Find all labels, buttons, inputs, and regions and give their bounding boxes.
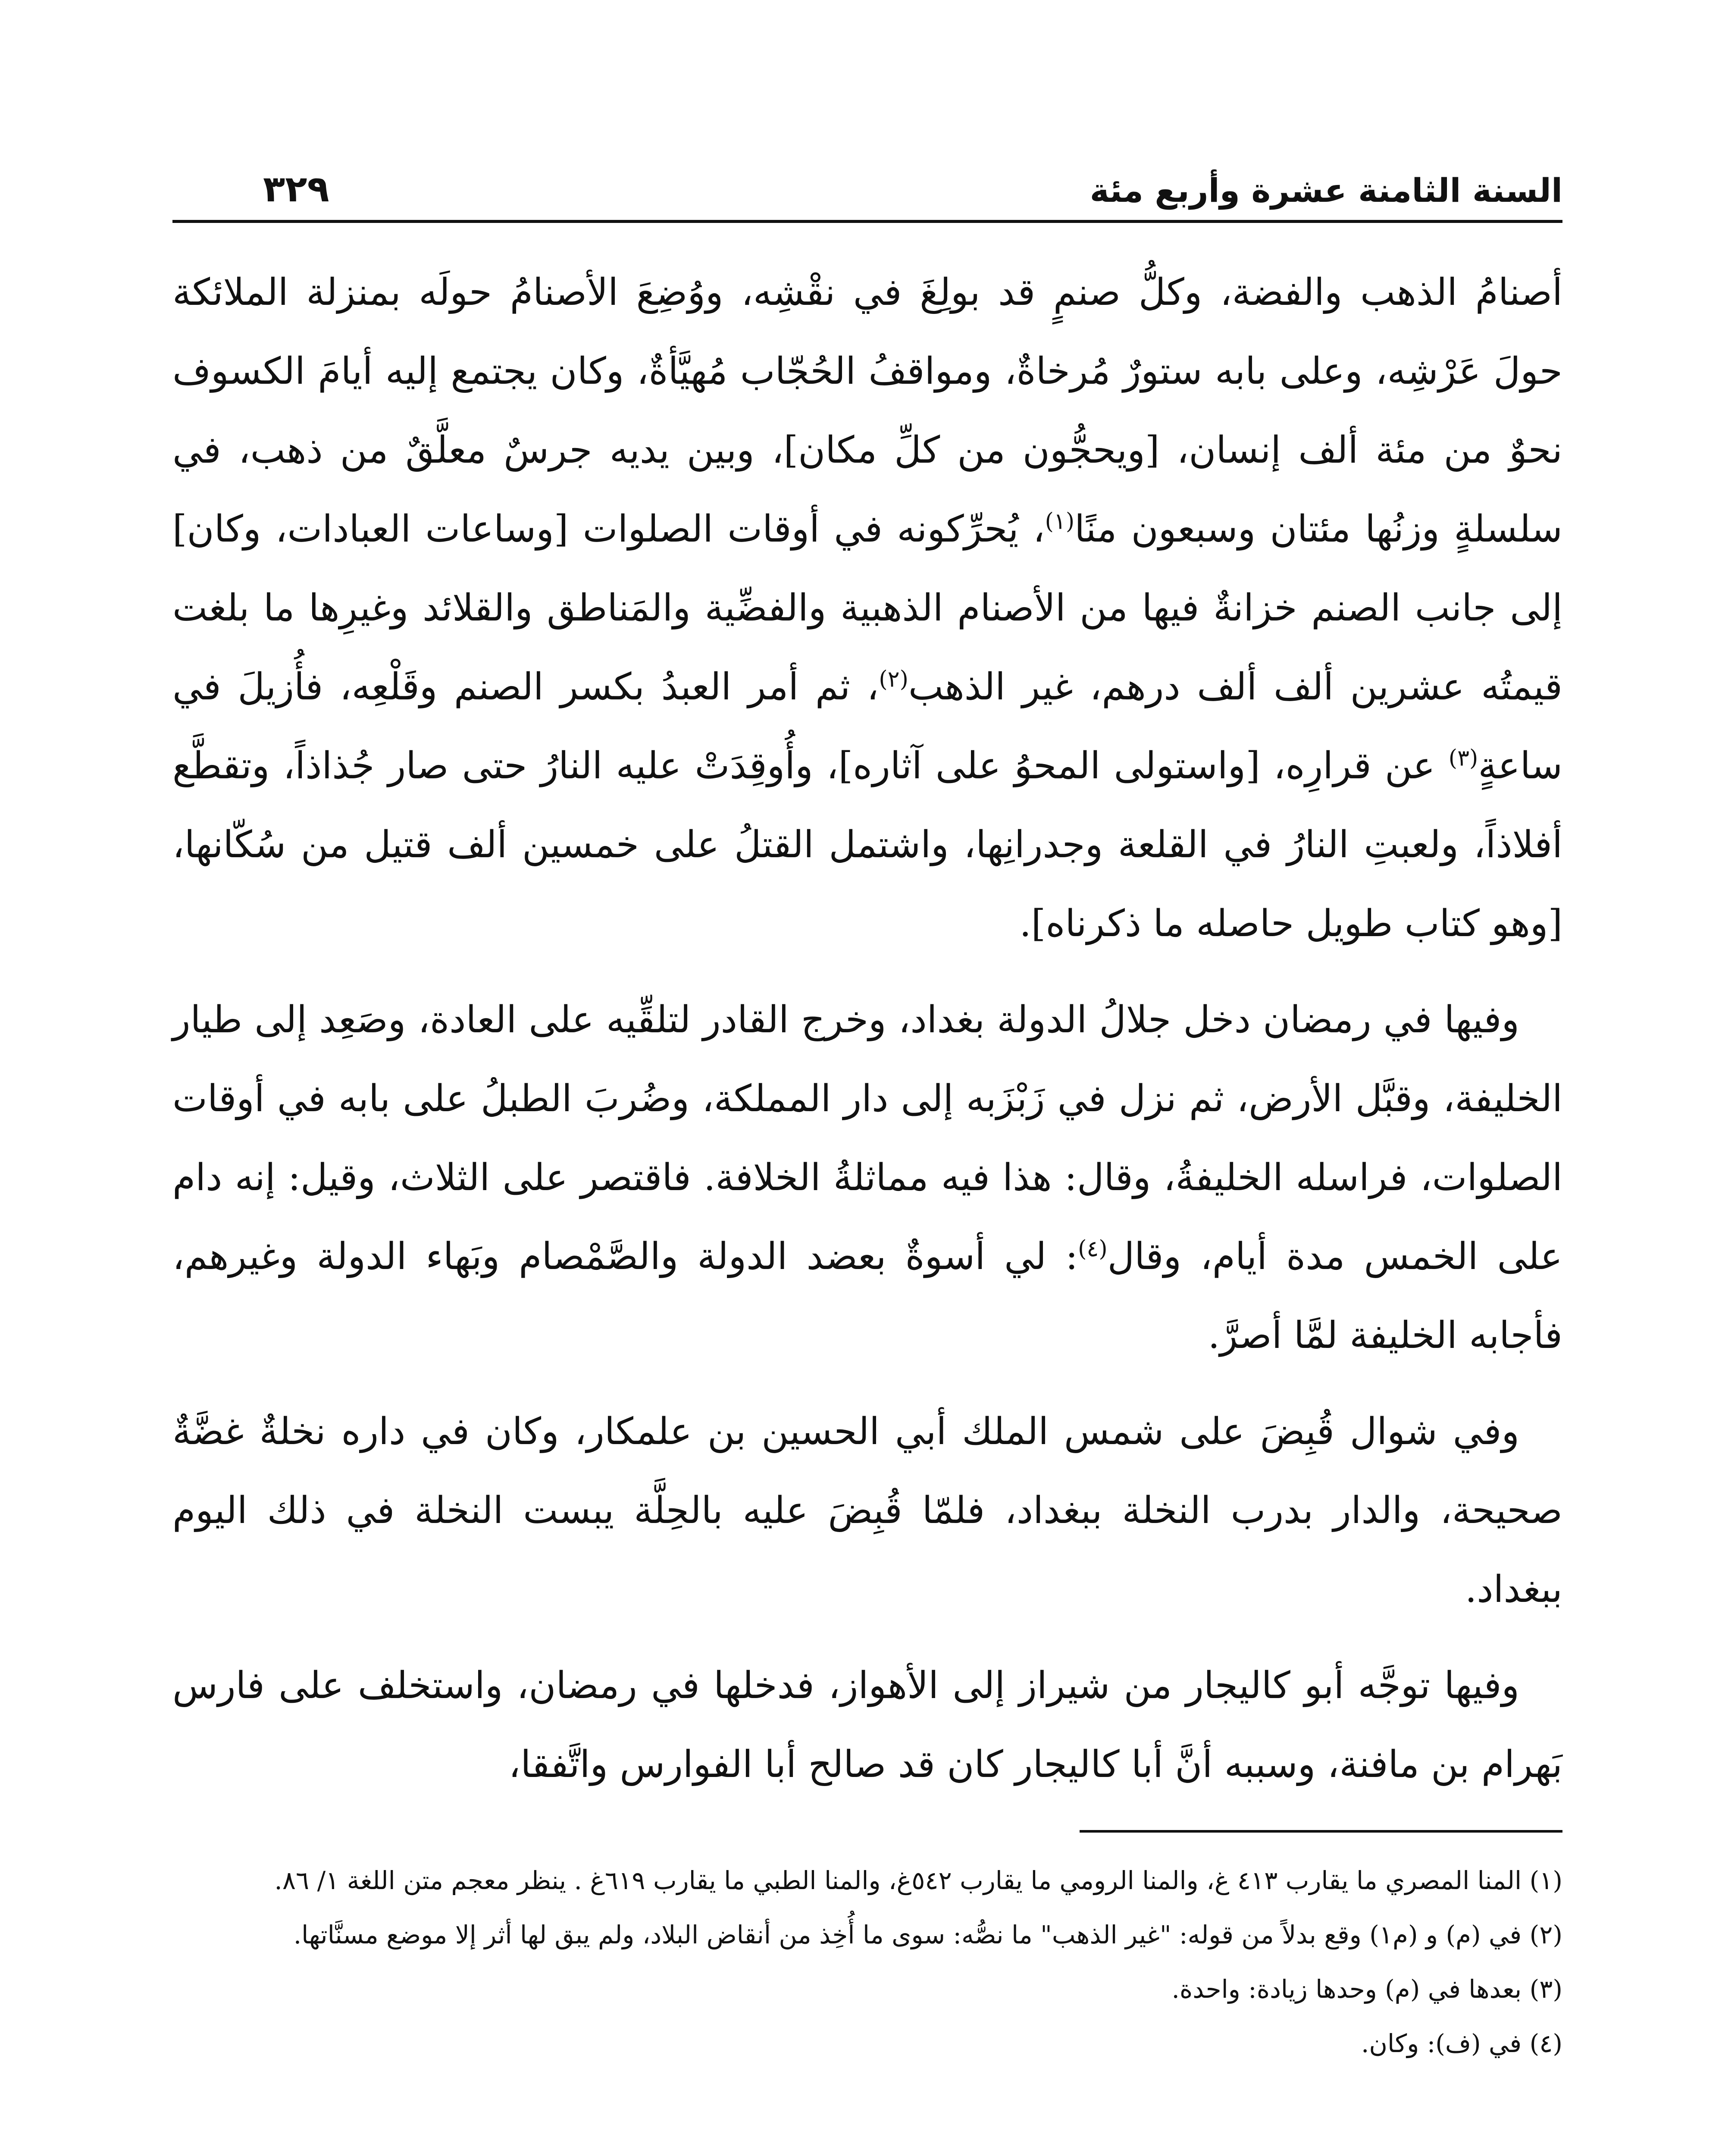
footnote-number: (٤) (1529, 2029, 1562, 2058)
footnote-number: (٢) (1529, 1920, 1562, 1949)
paragraph-1 (172, 253, 1562, 963)
paragraph-3 (172, 1392, 1562, 1629)
paragraph-text: ، ثم أمر العبدُ بكسر الصنم وقَلْعِه، فأُزيلَ في ساعةٍ (172, 665, 1562, 787)
paragraph-text: أصنامُ الذهب والفضة، وكلُّ صنمٍ قد بولِغَ في نقْشِه، ووُضِعَ الأصنامُ حولَه بمنزلة الملائكة حولَ عَرْشِه، وعلى بابه ستورٌ مُرخاةٌ، ومواقفُ الحُجّاب مُهيَّأةٌ، وكان يجتمع إليه أيامَ الكسوف نحوٌ من مئة ألف إنسان، [ويحجُّون من كلِّ مكان]، وبين يديه جرسٌ معلَّقٌ من ذهب، في سلسلةٍ وزنُها مئتان وسبعون منًا (172, 271, 1562, 551)
footnote-3 (172, 1963, 1562, 2015)
footnote-text: في (م) و (م١) وقع بدلاً من قوله: "غير الذهب" ما نصُّه: سوى ما أُخِذ من أنقاض البلاد، ولم يبق لها أثر إلا موضع مسنَّاتها. (293, 1920, 1530, 1949)
footnote-ref-2: (٢) (879, 666, 908, 693)
paragraph-text: وفيها توجَّه أبو كاليجار من شيراز إلى الأهواز، فدخلها في رمضان، واستخلف على فارس بَهرام بن مافنة، وسببه أنَّ أبا كاليجار كان قد صالح أبا الفوارس واتَّفقا، (172, 1664, 1562, 1786)
main-text (172, 253, 1562, 1804)
footnote-text: في (ف): وكان. (1361, 2029, 1530, 2058)
footnote-4 (172, 2017, 1562, 2070)
footnote-ref-4: (٤) (1078, 1236, 1108, 1262)
paragraph-text: وفي شوال قُبِضَ على شمس الملك أبي الحسين بن علمكار، وكان في داره نخلةٌ غضَّةٌ صحيحة، والدار بدرب النخلة ببغداد، فلمّا قُبِضَ عليه بالحِلَّة يبست النخلة في ذلك اليوم ببغداد. (172, 1410, 1562, 1611)
footnote-text: المنا المصري ما يقارب ٤١٣ غ، والمنا الرومي ما يقارب ٥٤٢غ، والمنا الطبي ما يقارب ٦١٩غ . ينظر معجم متن اللغة ١/ ٨٦. (274, 1866, 1530, 1895)
footnote-ref-1: (١) (1045, 508, 1075, 535)
paragraph-text: عن قرارِه، [واستولى المحوُ على آثاره]، وأُوقِدَتْ عليه النارُ حتى صار جُذاذاً، وتقطَّع أفلاذاً، ولعبتِ النارُ في القلعة وجدرانِها، واشتمل القتلُ على خمسين ألف قتيل من سُكّانها، [وهو كتاب طويل حاصله ما ذكرناه]. (172, 744, 1562, 945)
footnote-number: (١) (1529, 1866, 1562, 1895)
footnote-divider (1080, 1830, 1562, 1833)
paragraph-2 (172, 981, 1562, 1375)
running-title: السنة الثامنة عشرة وأربع مئة (1090, 171, 1562, 210)
page-number: ٣٢٩ (263, 168, 329, 210)
footnotes (172, 1854, 1562, 2070)
paragraph-text: وفيها في رمضان دخل جلالُ الدولة بغداد، وخرج القادر لتلقِّيه على العادة، وصَعِد إلى طيار الخليفة، وقبَّل الأرض، ثم نزل في زَبْزَبه إلى دار المملكة، وضُربَ الطبلُ على بابه في أوقات الصلوات، فراسله الخليفةُ، وقال: هذا فيه مماثلةُ الخلافة. فاقتصر على الثلاث، وقيل: إنه دام على الخمس مدة أيام، وقال (172, 998, 1562, 1278)
page-header (172, 155, 1562, 223)
paragraph-text: : لي أسوةٌ بعضد الدولة والصَّمْصام وبَهاء الدولة وغيرهم، فأجابه الخليفة لمَّا أصرَّ. (172, 1235, 1562, 1357)
footnote-2 (172, 1908, 1562, 1961)
footnote-number: (٣) (1529, 1974, 1562, 2004)
footnote-ref-3: (٣) (1448, 745, 1478, 771)
paragraph-text: ، يُحرِّكونه في أوقات الصلوات [وساعات العبادات، وكان] إلى جانب الصنم خزانةٌ فيها من الأصنام الذهبية والفضِّية والمَناطق والقلائد وغيرِها ما بلغت قيمتُه عشرين ألف ألف درهم، غير الذهب (172, 508, 1562, 708)
paragraph-4 (172, 1646, 1562, 1804)
footnote-text: بعدها في (م) وحدها زيادة: واحدة. (1171, 1974, 1530, 2004)
footnote-1 (172, 1854, 1562, 1907)
